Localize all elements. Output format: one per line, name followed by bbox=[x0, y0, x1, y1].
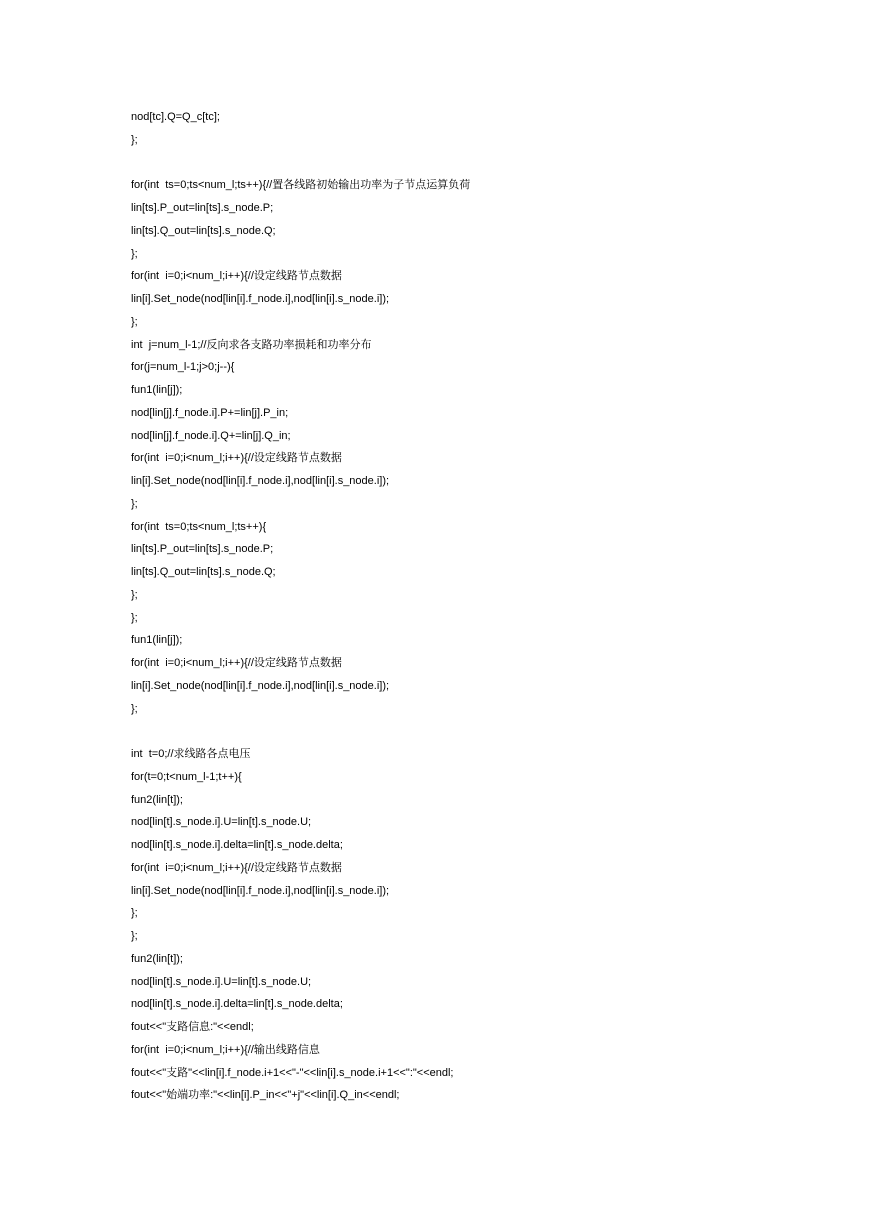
code-line: for(int i=0;i<num_l;i++){//设定线路节点数据 bbox=[131, 270, 342, 283]
code-line: lin[i].Set_node(nod[lin[i].f_node.i],nod[lin[i].s_node.i]); bbox=[131, 475, 390, 487]
code-line: fun2(lin[t]); bbox=[131, 793, 183, 806]
code-line: for(int i=0;i<num_l;i++){//设定线路节点数据 bbox=[131, 452, 342, 465]
code-line: }; bbox=[131, 497, 138, 510]
code-line: }; bbox=[131, 907, 138, 920]
code-line: nod[tc].Q=Q_c[tc]; bbox=[131, 111, 220, 123]
code-line: lin[ts].P_out=lin[ts].s_node.P; bbox=[131, 543, 274, 556]
code-line: fout<<"支路"<<lin[i].f_node.i+1<<"-"<<lin[i].s_node.i+1<<":"<<endl; bbox=[131, 1066, 454, 1079]
code-line: nod[lin[t].s_node.i].U=lin[t].s_node.U; bbox=[131, 816, 312, 829]
code-line: fun1(lin[j]); bbox=[131, 384, 183, 396]
code-line: fout<<"支路信息:"<<endl; bbox=[131, 1021, 254, 1033]
code-line bbox=[131, 720, 831, 743]
code-line: fout<<"始端功率:"<<lin[i].P_in<<"+j"<<lin[i].Q_in<<endl; bbox=[131, 1089, 400, 1102]
code-line bbox=[131, 152, 831, 175]
code-line: nod[lin[j].f_node.i].P+=lin[j].P_in; bbox=[131, 406, 289, 419]
code-line: int j=num_l-1;//反向求各支路功率损耗和功率分布 bbox=[131, 338, 372, 351]
code-line: fun2(lin[t]); bbox=[131, 952, 183, 965]
code-line: nod[lin[t].s_node.i].U=lin[t].s_node.U; bbox=[131, 975, 312, 988]
code-line: }; bbox=[131, 611, 138, 624]
code-line: lin[ts].P_out=lin[ts].s_node.P; bbox=[131, 202, 274, 214]
code-line: for(t=0;t<num_l-1;t++){ bbox=[131, 770, 242, 783]
code-line: }; bbox=[131, 133, 138, 146]
code-block bbox=[131, 106, 831, 1107]
code-line: }; bbox=[131, 930, 138, 942]
code-line: for(int ts=0;ts<num_l;ts++){//置各线路初始输出功率为子节点运算负荷 bbox=[131, 179, 471, 192]
code-line: for(int i=0;i<num_l;i++){//输出线路信息 bbox=[131, 1043, 320, 1056]
code-line: nod[lin[j].f_node.i].Q+=lin[j].Q_in; bbox=[131, 429, 291, 442]
code-line: nod[lin[t].s_node.i].delta=lin[t].s_node.delta; bbox=[131, 839, 343, 851]
code-line: }; bbox=[131, 247, 138, 260]
code-line: lin[i].Set_node(nod[lin[i].f_node.i],nod[lin[i].s_node.i]); bbox=[131, 293, 390, 305]
code-line: nod[lin[t].s_node.i].delta=lin[t].s_node.delta; bbox=[131, 998, 343, 1011]
code-line: for(int ts=0;ts<num_l;ts++){ bbox=[131, 520, 267, 533]
code-line: for(j=num_l-1;j>0;j--){ bbox=[131, 361, 235, 374]
code-line: lin[ts].Q_out=lin[ts].s_node.Q; bbox=[131, 566, 276, 578]
code-line: lin[ts].Q_out=lin[ts].s_node.Q; bbox=[131, 224, 276, 237]
code-line: }; bbox=[131, 702, 138, 715]
code-line: lin[i].Set_node(nod[lin[i].f_node.i],nod[lin[i].s_node.i]); bbox=[131, 679, 390, 692]
code-line: int t=0;//求线路各点电压 bbox=[131, 748, 251, 760]
code-line: for(int i=0;i<num_l;i++){//设定线路节点数据 bbox=[131, 861, 342, 874]
code-line: lin[i].Set_node(nod[lin[i].f_node.i],nod[lin[i].s_node.i]); bbox=[131, 884, 390, 897]
code-line: for(int i=0;i<num_l;i++){//设定线路节点数据 bbox=[131, 657, 342, 669]
code-line: }; bbox=[131, 315, 138, 328]
code-line: fun1(lin[j]); bbox=[131, 634, 183, 647]
code-line: }; bbox=[131, 588, 138, 601]
